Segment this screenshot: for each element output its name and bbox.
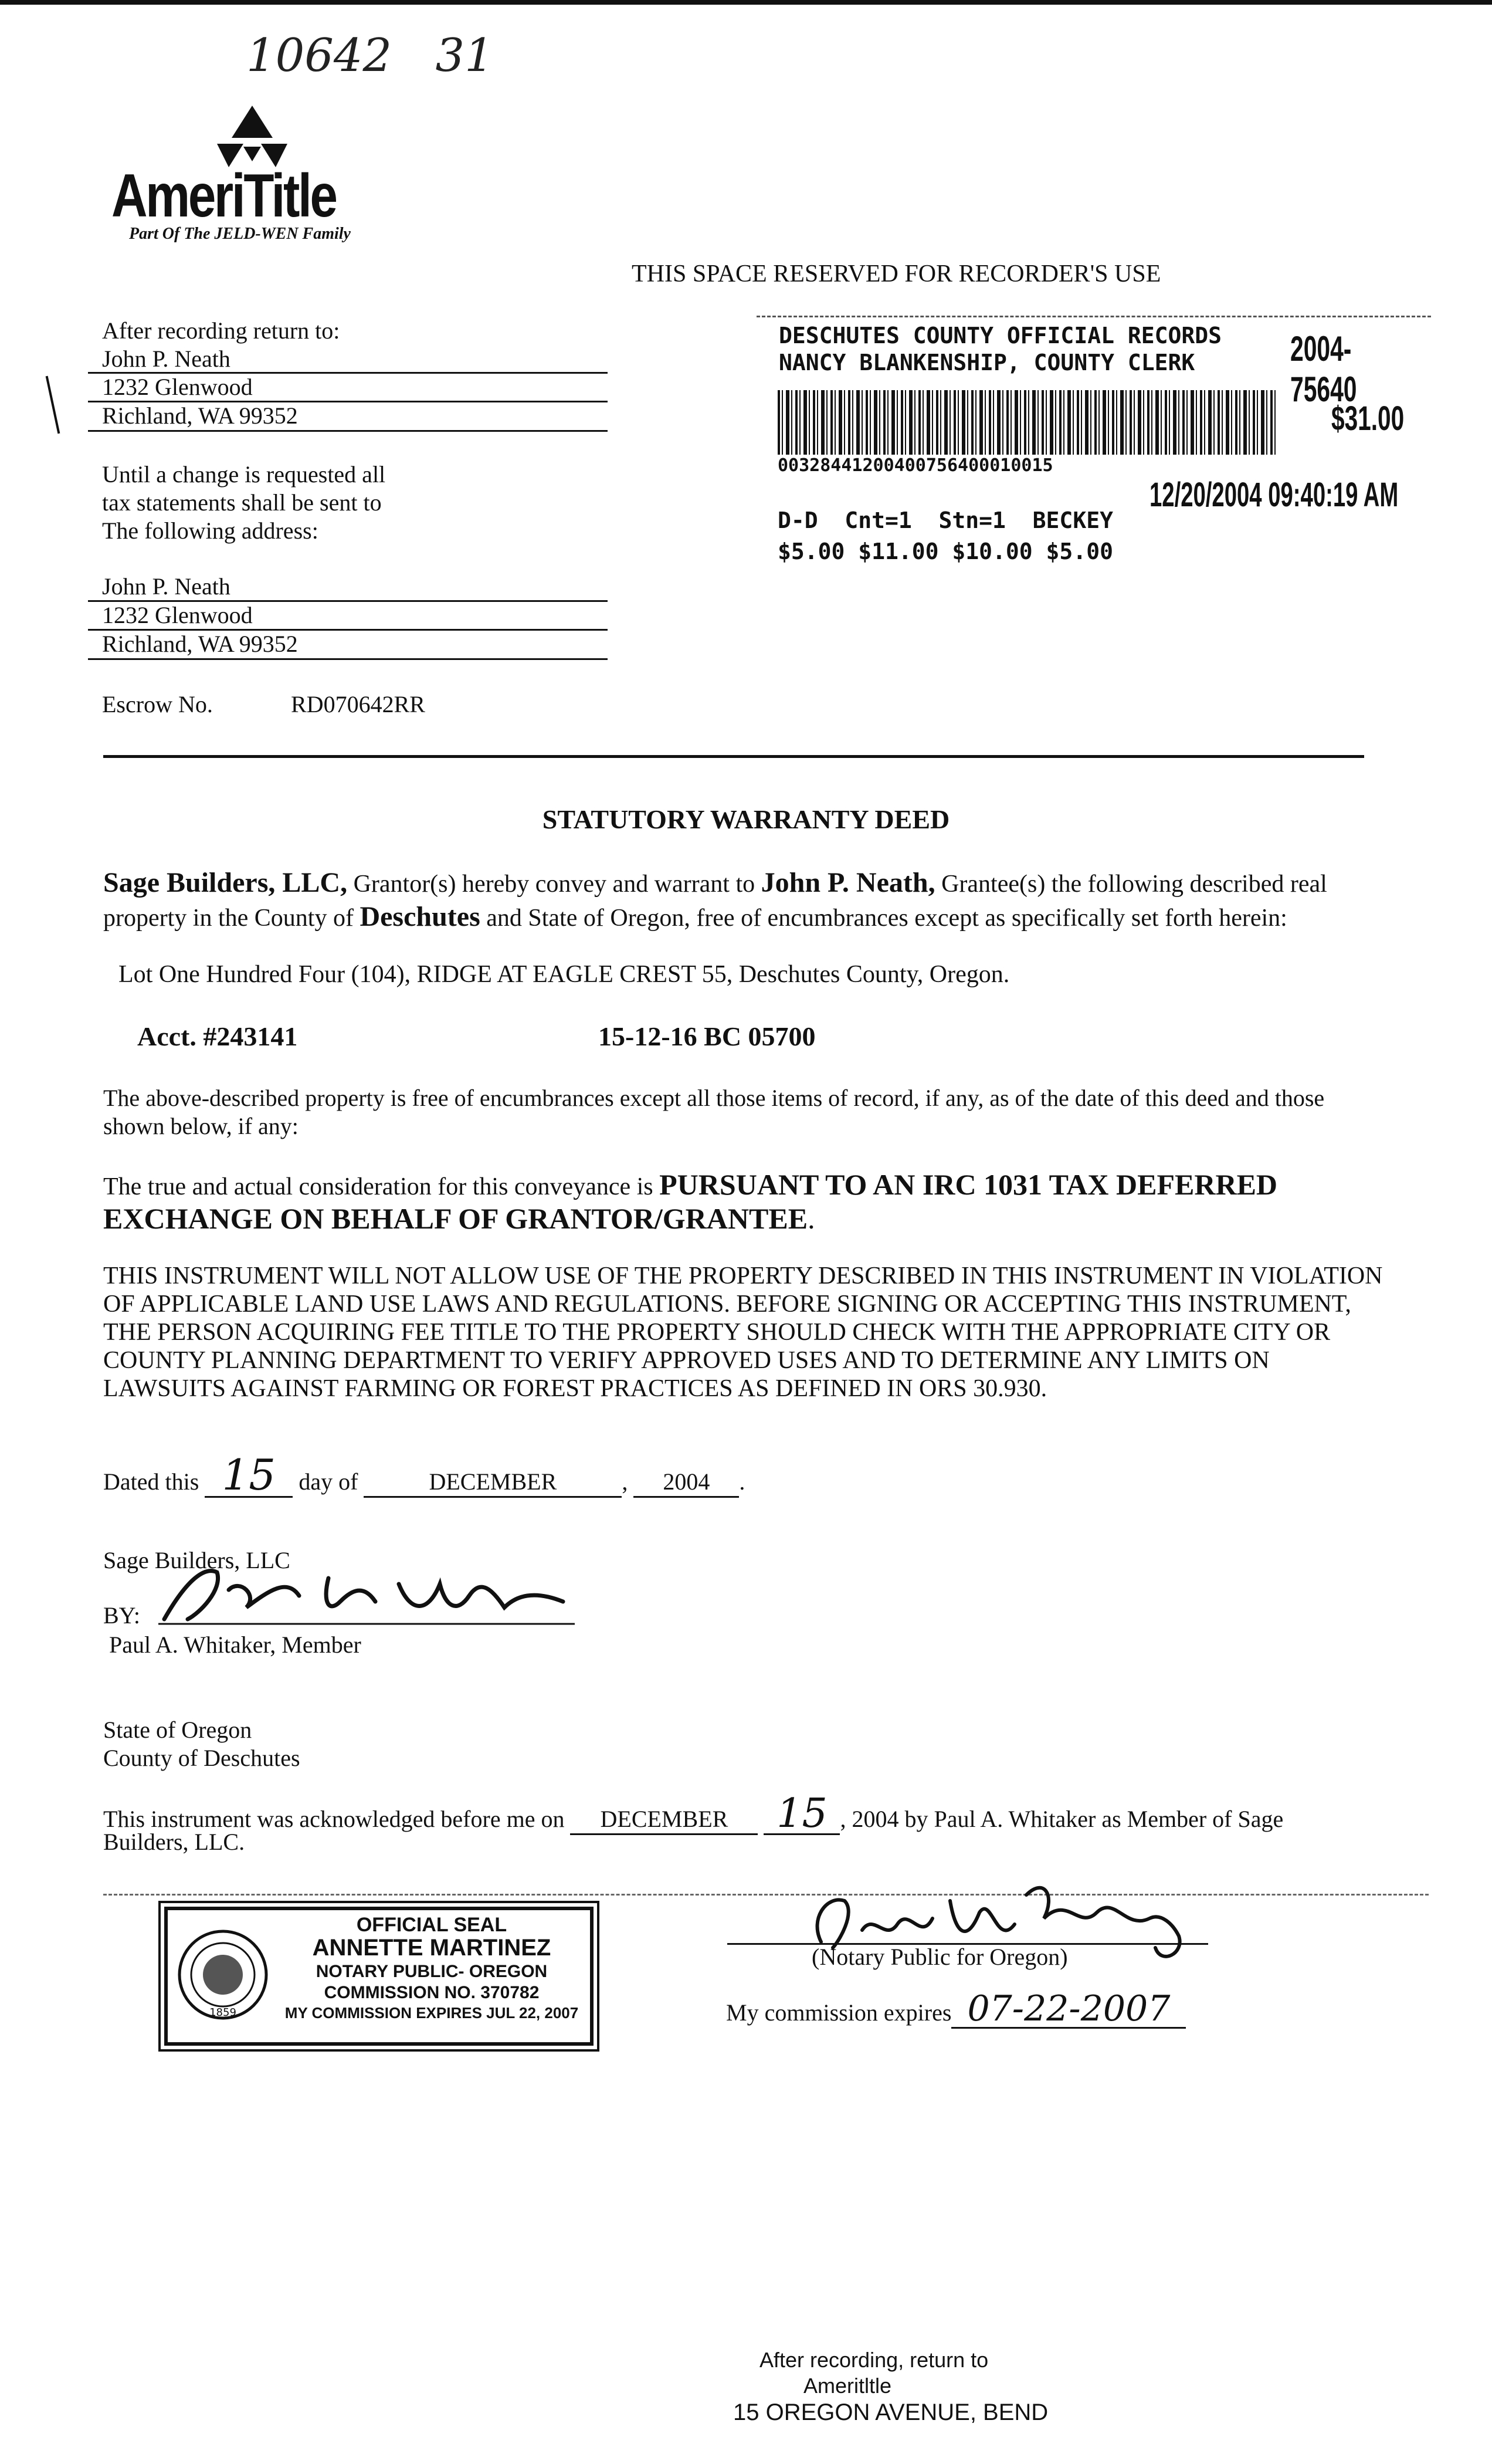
consideration-prefix: The true and actual consideration for this conveyance is	[103, 1173, 660, 1200]
deed-title: STATUTORY WARRANTY DEED	[542, 804, 950, 834]
recorder-space-label: THIS SPACE RESERVED FOR RECORDER'S USE	[632, 260, 1161, 287]
county-name: Deschutes	[360, 901, 480, 932]
warning-line-4: COUNTY PLANNING DEPARTMENT TO VERIFY APPROVED USES AND TO DETERMINE ANY LIMITS ON	[103, 1347, 1270, 1374]
conveyance-text-3: property in the County of	[103, 905, 360, 932]
dated-period: .	[739, 1468, 745, 1495]
stamp-doc-number: 2004-75640	[1290, 329, 1357, 409]
ack-suffix: , 2004 by Paul A. Whitaker as Member of Sage	[840, 1806, 1284, 1832]
footer-line-3: 15 OREGON AVENUE, BEND	[733, 2399, 1049, 2425]
consideration-line-2	[103, 1201, 815, 1236]
notary-state: State of Oregon	[103, 1717, 252, 1743]
consideration-bold-1: PURSUANT TO AN IRC 1031 TAX DEFERRED	[659, 1168, 1278, 1201]
ack-prefix: This instrument was acknowledged before me on	[103, 1806, 565, 1832]
margin-mark	[46, 376, 60, 434]
warning-line-1: THIS INSTRUMENT WILL NOT ALLOW USE OF THE PROPERTY DESCRIBED IN THIS INSTRUMENT IN VIOLATION	[103, 1263, 1383, 1289]
top-border	[0, 0, 1492, 5]
encumbrance-line-1: The above-described property is free of encumbrances except all those items of record, if any, as of the date of this deed and those	[103, 1085, 1325, 1111]
stamp-clerk: NANCY BLANKENSHIP, COUNTY CLERK	[779, 350, 1195, 375]
signature-signer: Paul A. Whitaker, Member	[109, 1632, 361, 1658]
conveyance-text-4: and State of Oregon, free of encumbrances except as specifically set forth herein:	[480, 905, 1287, 932]
notary-ack-line	[103, 1791, 1284, 1837]
stamp-code-line: D-D Cnt=1 Stn=1 BECKEY	[778, 507, 1113, 533]
dated-comma: ,	[622, 1468, 628, 1495]
seal-notary: NOTARY PUBLIC- OREGON	[316, 1962, 548, 1981]
footer-line-2: Ameritltle	[803, 2374, 892, 2398]
notary-county: County of Deschutes	[103, 1745, 300, 1771]
tax-rule-3	[88, 658, 608, 660]
dated-year: 2004	[663, 1468, 710, 1495]
commission-expires-label: My commission expires	[726, 1999, 952, 2026]
seal-commission: COMMISSION NO. 370782	[324, 1983, 540, 2002]
dated-line	[103, 1450, 745, 1500]
legal-description: Lot One Hundred Four (104), RIDGE AT EAGLE CREST 55, Deschutes County, Oregon.	[118, 961, 1010, 988]
encumbrance-line-2: shown below, if any:	[103, 1113, 299, 1139]
dated-prefix: Dated this	[103, 1468, 199, 1495]
warning-line-5: LAWSUITS AGAINST FARMING OR FOREST PRACTICES AS DEFINED IN ORS 30.930.	[103, 1375, 1047, 1402]
escrow-label: Escrow No.	[102, 691, 213, 717]
stamp-fees-line: $5.00 $11.00 $10.00 $5.00	[778, 539, 1113, 564]
ameritle-logo	[111, 103, 393, 243]
conveyance-line-1	[103, 868, 1327, 899]
notary-seal	[164, 1907, 594, 2046]
commission-expires-value: 07-22-2007	[967, 1988, 1171, 2029]
dated-day: 15	[222, 1450, 276, 1500]
notary-ack-line-2: Builders, LLC.	[103, 1829, 245, 1855]
map-number: 15-12-16 BC 05700	[598, 1021, 816, 1051]
section-rule	[103, 755, 1364, 758]
stamp-barcode-digits: 00328441200400756400010015	[778, 455, 1053, 476]
seal-expires: MY COMMISSION EXPIRES JUL 22, 2007	[284, 2004, 579, 2022]
return-name: John P. Neath	[102, 346, 230, 372]
notary-public-label: (Notary Public for Oregon)	[812, 1944, 1068, 1970]
conveyance-text-2: Grantee(s) the following described real	[935, 871, 1327, 898]
warning-line-3: THE PERSON ACQUIRING FEE TITLE TO THE PROPERTY SHOULD CHECK WITH THE APPROPRIATE CITY OR	[103, 1319, 1331, 1346]
tax-name: John P. Neath	[102, 573, 230, 600]
signature-whitaker	[152, 1555, 622, 1631]
stamp-amount: $31.00	[1331, 400, 1405, 438]
return-rule-3	[88, 430, 608, 432]
consideration-bold-2: EXCHANGE ON BEHALF OF GRANTOR/GRANTEE	[103, 1202, 808, 1235]
commission-expires-line	[726, 1988, 1186, 2029]
dated-month: DECEMBER	[429, 1468, 557, 1495]
logo-tagline: Part Of The JELD-WEN Family	[129, 225, 351, 243]
footer-line-1: After recording, return to	[759, 2348, 989, 2372]
signature-company: Sage Builders, LLC	[103, 1547, 290, 1573]
stamp-office: DESCHUTES COUNTY OFFICIAL RECORDS	[779, 323, 1222, 348]
signature-by: BY:	[103, 1602, 141, 1629]
stamp-datetime: 12/20/2004 09:40:19 AM	[1149, 476, 1399, 514]
tax-label-2: tax statements shall be sent to	[102, 489, 382, 516]
notary-divider	[103, 1894, 1429, 1896]
tax-street: 1232 Glenwood	[102, 602, 253, 628]
tax-label-1: Until a change is requested all	[102, 461, 386, 488]
return-label: After recording return to:	[102, 317, 340, 344]
warning-line-2: OF APPLICABLE LAND USE LAWS AND REGULATIONS. BEFORE SIGNING OR ACCEPTING THIS INSTRUMENT,	[103, 1291, 1351, 1318]
dated-day-of: day of	[299, 1468, 358, 1495]
seal-title: OFFICIAL SEAL	[356, 1914, 507, 1936]
grantee-name: John P. Neath,	[761, 867, 935, 898]
seal-name: ANNETTE MARTINEZ	[312, 1935, 551, 1961]
return-street: 1232 Glenwood	[102, 374, 253, 400]
state-seal-icon	[176, 1928, 270, 2022]
escrow-number: RD070642RR	[291, 691, 425, 717]
grantor-name: Sage Builders, LLC,	[103, 867, 348, 898]
ack-month: DECEMBER	[600, 1806, 728, 1832]
conveyance-text-1: Grantor(s) hereby convey and warrant to	[347, 871, 761, 898]
svg-text:1859: 1859	[209, 2006, 236, 2019]
consideration-suffix: .	[808, 1202, 815, 1235]
logo-name: AmeriTitle	[111, 162, 336, 230]
recording-stamp	[745, 305, 1431, 575]
handwritten-reference: 10642 31	[246, 29, 494, 82]
tax-city: Richland, WA 99352	[102, 631, 298, 657]
conveyance-line-2	[103, 902, 1287, 933]
tax-label-3: The following address:	[102, 517, 318, 544]
consideration-line-1	[103, 1167, 1277, 1201]
return-city: Richland, WA 99352	[102, 402, 298, 429]
account-number: Acct. #243141	[137, 1021, 298, 1051]
stamp-barcode	[778, 390, 1276, 455]
ack-day: 15	[776, 1791, 828, 1837]
